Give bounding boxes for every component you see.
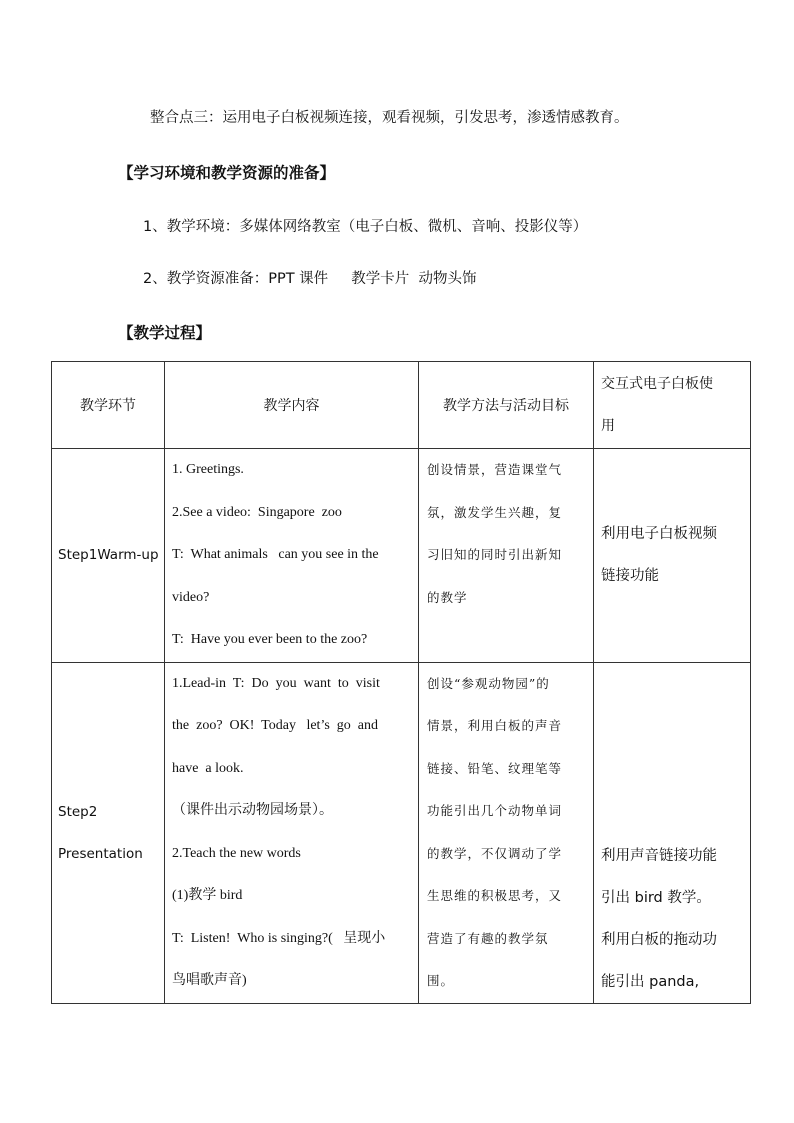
header-whiteboard xyxy=(594,362,751,449)
whiteboard-cell xyxy=(594,449,751,663)
header-content: 教学内容 xyxy=(165,362,419,449)
method-line: 情景，利用白板的声音 xyxy=(427,718,563,733)
step-label: Presentation xyxy=(58,845,143,862)
content-cell xyxy=(165,449,419,663)
table-header-row xyxy=(52,362,751,449)
content-line: 2.Teach the new words xyxy=(172,845,301,861)
whiteboard-cell xyxy=(594,662,751,1003)
whiteboard-line: 利用电子白板视频 xyxy=(601,526,717,543)
content-line: 2.See a video: Singapore zoo xyxy=(172,504,342,520)
content-line: 鸟唱歌声音) xyxy=(172,973,247,988)
resources-item: 2、教学资源准备：PPT 课件 教学卡片 动物头饰 xyxy=(143,271,477,287)
whiteboard-line: 链接功能 xyxy=(601,568,659,585)
method-line: 生思维的积极思考，又 xyxy=(427,888,563,903)
content-line: 1.Lead-in T: Do you want to visit xyxy=(172,675,380,691)
step-label: Step2 xyxy=(58,803,98,820)
method-line: 链接、铅笔、纹理笔等 xyxy=(427,760,563,776)
header-step: 教学环节 xyxy=(52,362,165,449)
header-whiteboard-line: 用 xyxy=(601,418,615,434)
method-line: 创设情景，营造课堂气 xyxy=(427,462,563,477)
content-line: video? xyxy=(172,589,210,605)
table-row xyxy=(52,449,751,663)
table-row xyxy=(52,662,751,1003)
method-line: 营造了有趣的教学氛 xyxy=(427,930,549,946)
whiteboard-line: 利用声音链接功能 xyxy=(601,847,717,864)
whiteboard-line: 能引出 panda, xyxy=(601,973,700,990)
method-line: 的教学 xyxy=(427,589,468,605)
section-heading-process: 【教学过程】 xyxy=(118,324,212,342)
content-line: 1. Greetings. xyxy=(172,462,244,477)
method-line: 围。 xyxy=(427,973,455,988)
lesson-table xyxy=(51,361,751,1004)
environment-item: 1、教学环境：多媒体网络教室（电子白板、微机、音响、投影仪等） xyxy=(143,219,588,235)
content-line: （课件出示动物园场景）。 xyxy=(172,803,333,818)
header-whiteboard-line: 交互式电子白板使 xyxy=(601,376,713,392)
section-heading-environment: 【学习环境和教学资源的准备】 xyxy=(118,164,336,182)
content-line: T: What animals can you see in the xyxy=(172,547,379,562)
content-line: T: Listen! Who is singing?( 呈现小 xyxy=(172,930,386,946)
method-line: 创设“参观动物园”的 xyxy=(427,675,550,691)
method-line: 的教学，不仅调动了学 xyxy=(427,845,563,861)
whiteboard-line: 引出 bird 教学。 xyxy=(601,889,711,906)
method-line: 功能引出几个动物单词 xyxy=(427,803,563,818)
step-label: Step1Warm-up xyxy=(58,547,159,564)
method-line: 氛，激发学生兴趣，复 xyxy=(427,504,563,520)
content-line: the zoo? OK! Today let’s go and xyxy=(172,718,378,733)
content-line: have a look. xyxy=(172,760,244,776)
content-line: (1)教学 bird xyxy=(172,888,243,903)
whiteboard-line: 利用白板的拖动功 xyxy=(601,931,717,948)
header-method: 教学方法与活动目标 xyxy=(419,362,594,449)
method-line: 习旧知的同时引出新知 xyxy=(427,547,563,562)
method-cell xyxy=(419,662,594,1003)
method-cell xyxy=(419,449,594,663)
content-cell xyxy=(165,662,419,1003)
intro-line: 整合点三：运用电子白板视频连接，观看视频，引发思考，渗透情感教育。 xyxy=(150,110,629,126)
content-line: T: Have you ever been to the zoo? xyxy=(172,632,368,647)
step-cell xyxy=(52,662,165,1003)
step-cell xyxy=(52,449,165,663)
